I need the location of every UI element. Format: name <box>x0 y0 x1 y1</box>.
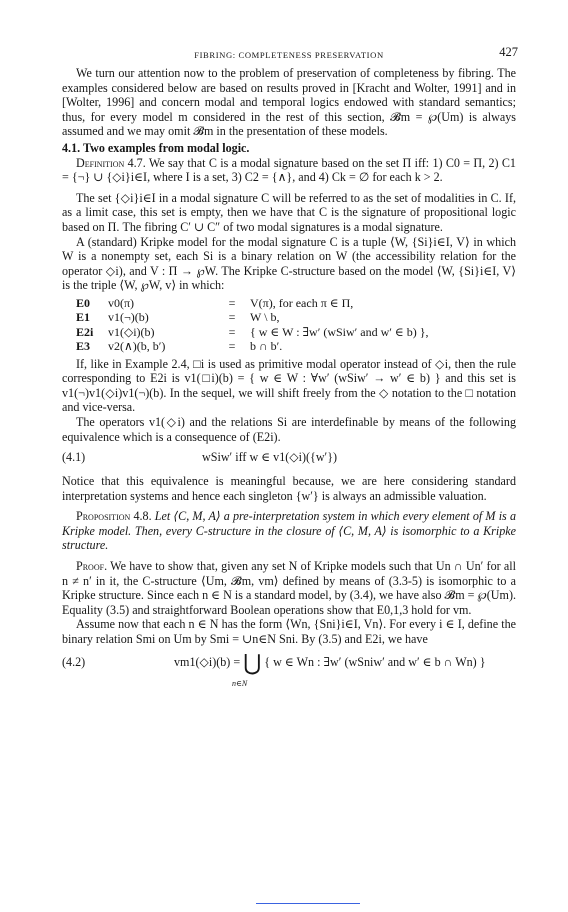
proof-label: Proof. <box>76 559 108 574</box>
proposition-text: Let ⟨C, M, A⟩ a pre-interpretation system in which every element of M is a Kripke model. Then, every C-structure in the closure of ⟨C, M, A⟩ is isomorphic to a Kripke structure. <box>62 509 516 553</box>
footer-rule <box>256 903 360 904</box>
semantic-clauses <box>76 296 435 354</box>
clause-lhs: v0(π) <box>108 295 135 310</box>
big-union-symbol: ⋃ <box>243 649 262 675</box>
clause-rhs: { w ∈ W : ∃w′ (wSiw′ and w′ ∈ b) }, <box>250 324 429 339</box>
paper-page <box>62 40 516 687</box>
proof-text: We have to show that, given any set N of Kripke models such that Un ∩ Un′ for all n ≠ n′ in it, the C-structure ⟨Um, 𝓑m, vm⟩ defined by means of (3.3-5) is isomorphic to a Kripke structure. Since each n ∈ N is a standard model, by (3.4), we have also 𝓑m = ℘(Um). Equality (3.5) and straightforward Boolean operations show that E0,1,3 hold for vm. <box>62 559 516 617</box>
union-index: n∈N <box>232 678 248 688</box>
equation-number: (4.1) <box>62 450 86 465</box>
proof-paragraph <box>62 559 516 617</box>
box-notation-paragraph: If, like in Example 2.4, □i is used as primitive modal operator instead of ◇i, then the rule corresponding to E2i is v1(□i)(b) = { w ∈ W : ∀w′ (wSiw′ → w′ ∈ b) } and this set is v1(¬)v1(◇i)v1(¬)(b). In the sequel, we will shift freely from the ◇ notation to the □ notation and vice-versa. <box>62 356 516 415</box>
kripke-paragraph: A (standard) Kripke model for the modal signature C is a tuple ⟨W, {Si}i∈I, V⟩ in which W is a nonempty set, each Si is a binary relation on W (the accessibility relation for the operator ◇i), and V : Π → ℘W. The Kripke C-structure based on the model ⟨W, {Si}i∈I, V⟩ is the triple ⟨W, ℘W, v⟩ in which: <box>62 234 516 293</box>
clause-rhs: W \ b, <box>250 310 280 325</box>
definition-label: Definition 4.7. <box>76 155 146 170</box>
clause-key: E1 <box>76 310 91 325</box>
equation-body: wSiw′ iff w ∈ v1(◇i)({w′}) <box>202 450 338 465</box>
clause-rhs: b ∩ b′. <box>250 339 283 354</box>
clause-key: E0 <box>76 295 91 310</box>
clause-key: E2i <box>76 324 94 339</box>
section-title: 4.1. Two examples from modal logic. <box>62 140 250 155</box>
clause-lhs: v1(◇i)(b) <box>108 324 155 339</box>
equation-4-2 <box>62 649 516 688</box>
page-header <box>62 40 516 66</box>
proposition-label: Proposition 4.8. <box>76 509 152 524</box>
definition-text: We say that C is a modal signature based on the set Π iff: 1) C0 = Π, 2) C1 = {¬} ∪ {◇i}i∈I, where I is a set, 3) C2 = {∧}, and 4) Ck = ∅ for each k > 2. <box>62 155 516 185</box>
clause-row <box>76 339 435 353</box>
equation-number: (4.2) <box>62 654 86 669</box>
clause-rhs: V(π), for each π ∈ Π, <box>250 295 354 310</box>
assume-paragraph: Assume now that each n ∈ N has the form ⟨Wn, {Sni}i∈I, Vn⟩. For every i ∈ I, define the binary relation Smi on Um by Smi = ∪n∈N Sni. By (3.5) and E2i, we have <box>62 617 516 647</box>
equation-rhs: { w ∈ Wn : ∃w′ (wSniw′ and w′ ∈ b ∩ Wn) } <box>264 654 486 669</box>
clause-rel: = <box>228 339 236 354</box>
clause-key: E3 <box>76 339 91 354</box>
clause-lhs: v2(∧)(b, b′) <box>108 339 166 354</box>
equation-4-1 <box>62 448 516 468</box>
notice-paragraph: Notice that this equivalence is meaningful because, we are here considering standard interpretation systems and hence each singleton {w′} is always an admissible valuation. <box>62 474 516 503</box>
clause-row <box>76 310 435 324</box>
intro-paragraph: We turn our attention now to the problem of preservation of completeness by fibring. The examples considered below are based on results proved in [Kracht and Wolter, 1991] and in [Wolter, 1996] and concern modal and temporal logics endowed with standard semantics; thus, for every model m considered in the rest of this section, 𝓑m = ℘(Um) is always assumed and we may omit 𝓑m in the presentation of these models. <box>62 66 516 139</box>
definition-4-7 <box>62 156 516 185</box>
modalities-paragraph: The set {◇i}i∈I in a modal signature C will be referred to as the set of modalities in C. If, as a limit case, this set is empty, then we have that C is the signature of propositional logic based on Π. The fibring C′ ∪ C″ of two modal signatures is a modal signature. <box>62 190 516 234</box>
equation-body <box>174 649 486 675</box>
running-title: FIBRING: COMPLETENESS PRESERVATION <box>194 50 384 60</box>
proposition-4-8 <box>62 509 516 553</box>
clause-rel: = <box>228 310 236 325</box>
clause-rel: = <box>228 324 236 339</box>
clause-row <box>76 325 435 339</box>
equation-lhs: vm1(◇i)(b) = <box>174 654 241 669</box>
operators-paragraph: The operators v1(◇i) and the relations Si are interdefinable by means of the following equivalence which is a consequence of (E2i). <box>62 414 516 444</box>
clause-rel: = <box>228 295 236 310</box>
clause-lhs: v1(¬)(b) <box>108 310 149 325</box>
clause-row <box>76 296 435 310</box>
page-number: 427 <box>499 45 518 59</box>
